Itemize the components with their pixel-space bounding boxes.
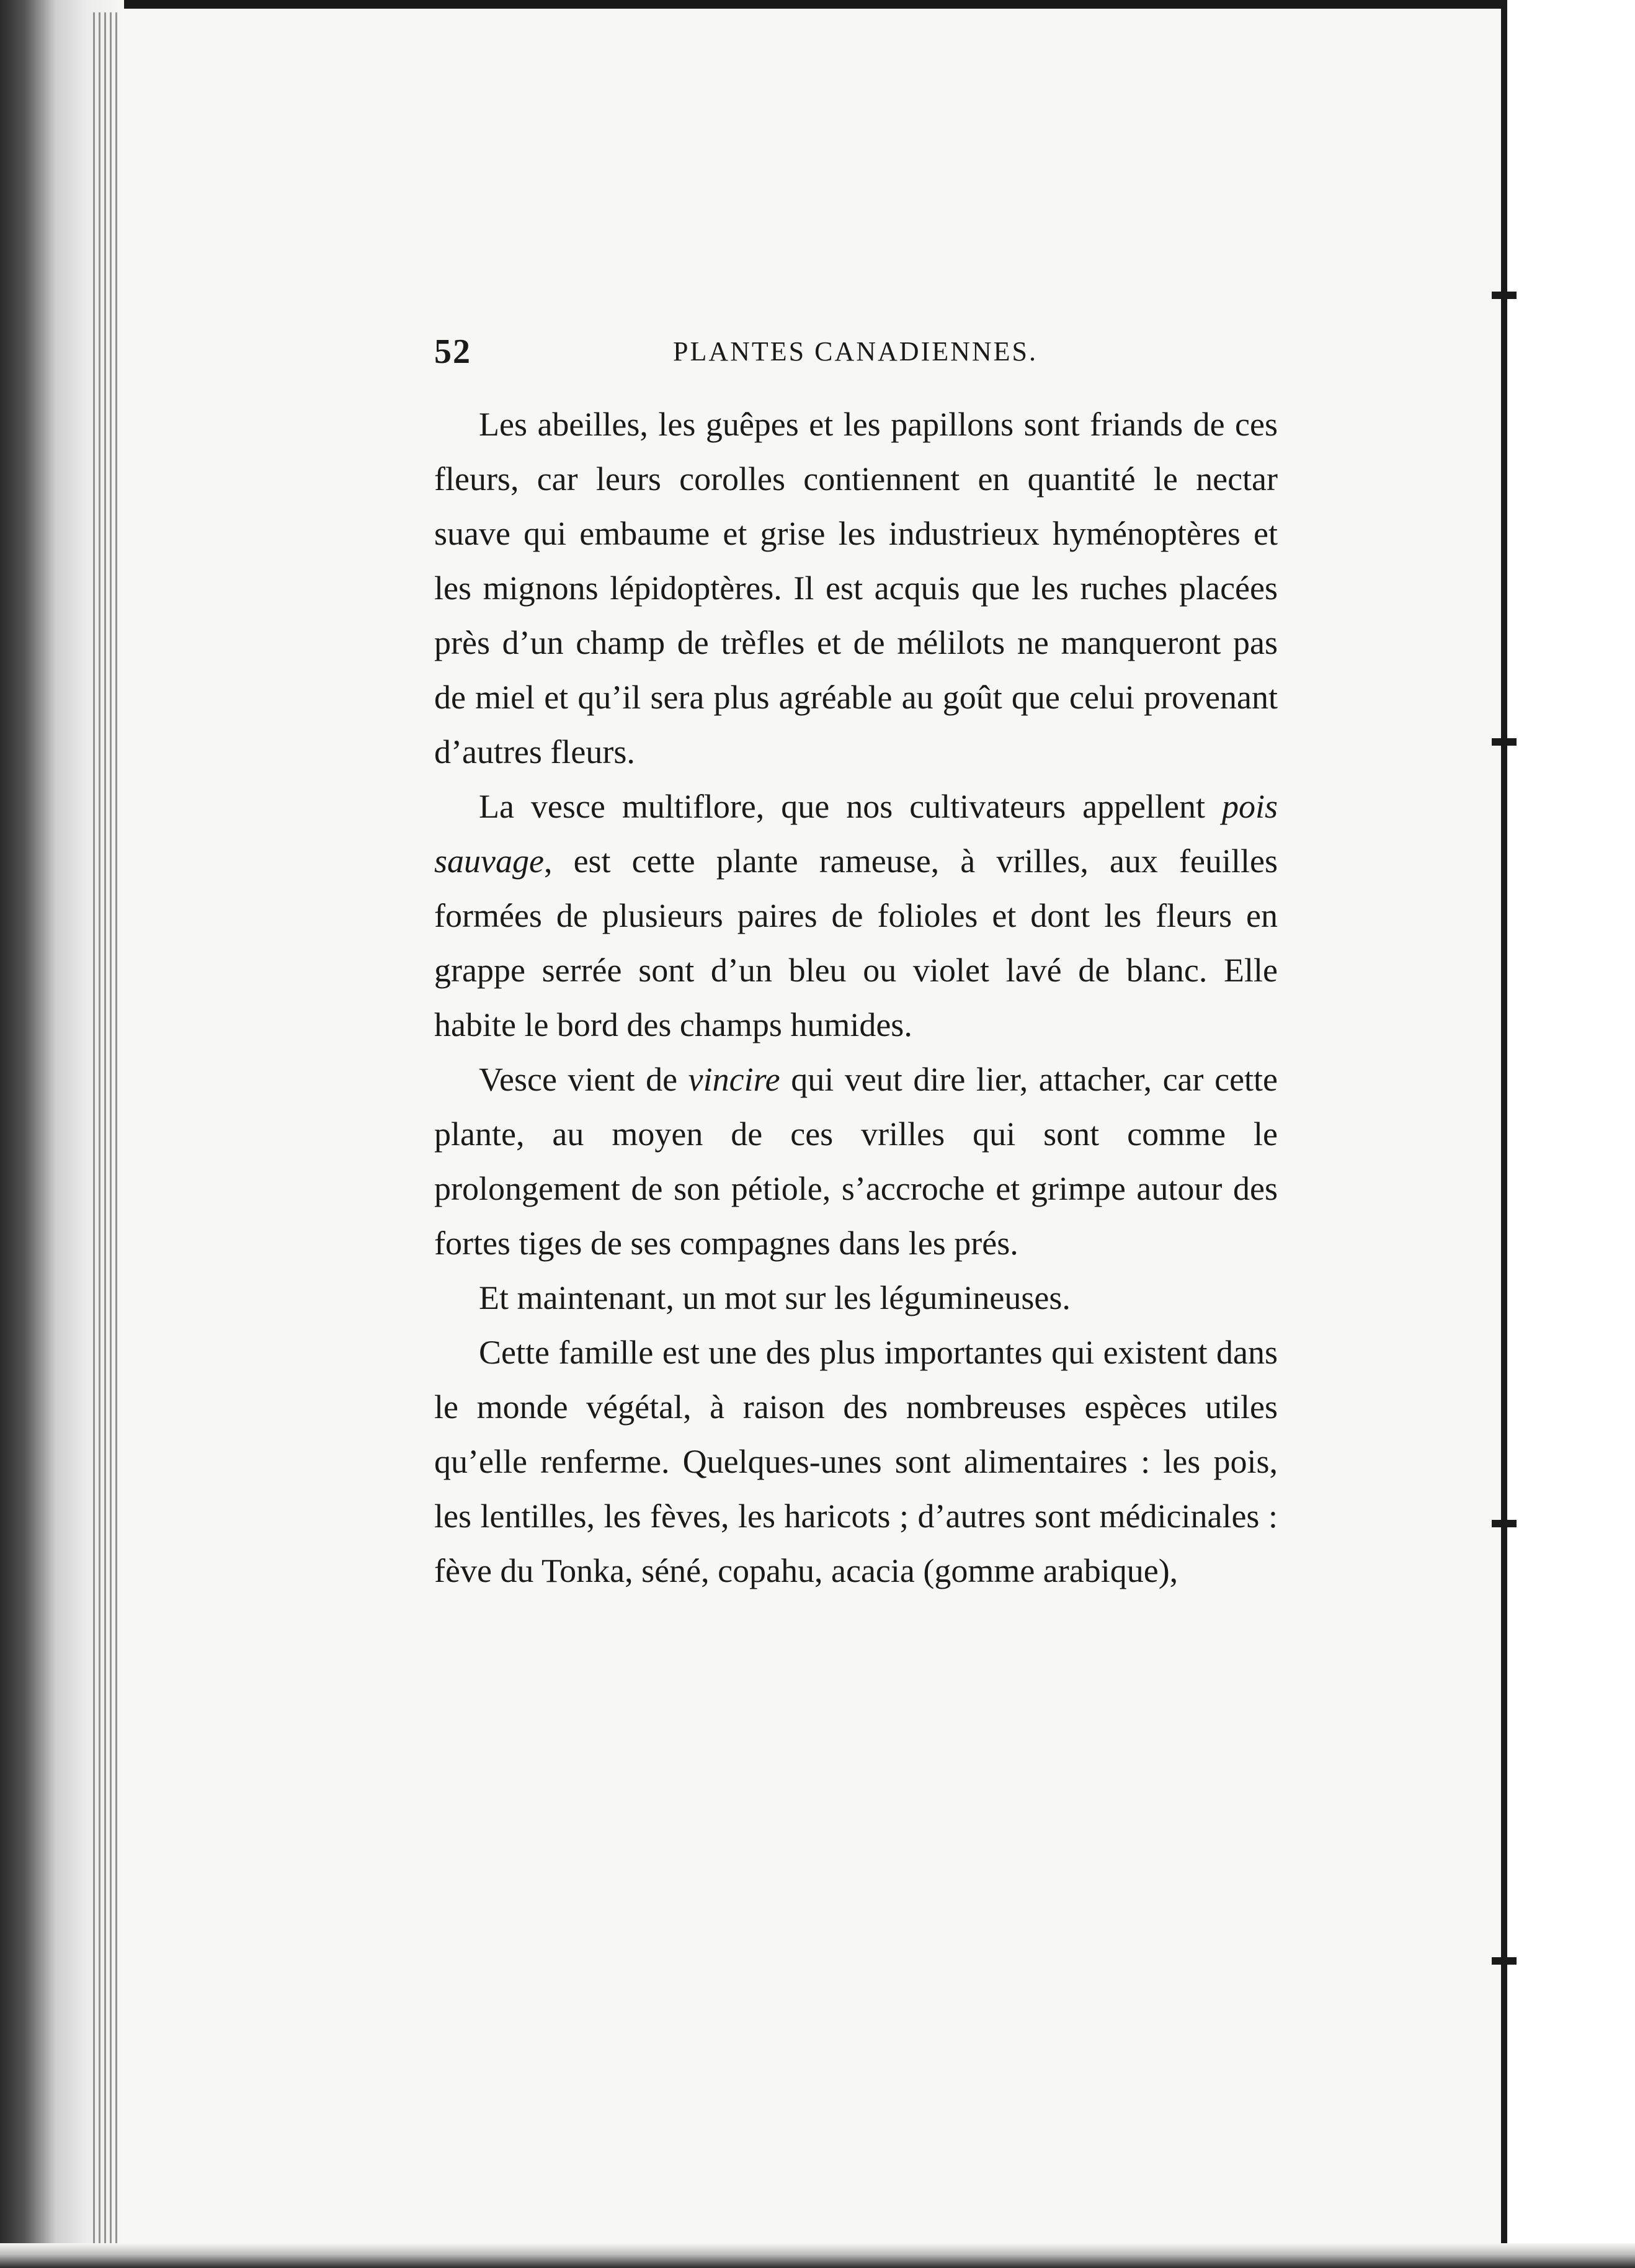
text-segment: Les abeilles, les guêpes et les papillons sont friands de ces fleurs, car leurs corolles contiennent en quantité le nectar suave qui embaume et grise les industrieux hyménoptères et les mignons lépidoptères. Il est acquis que les ruches placées près d’un champ de trèfles et de mélilots ne manqueront pas de miel et qu’il sera plus agréable au goût que celui provenant d’autres fleurs.: [434, 406, 1278, 770]
text-segment: Cette famille est une des plus importantes qui existent dans le monde végétal, à raison des nombreuses espèces utiles qu’elle renferme. Quelques-unes sont alimentaires : les pois, les lentilles, les fèves, les haricots ; d’autres sont médicinales : fève du Tonka, séné, copahu, acacia (gomme arabique),: [434, 1334, 1278, 1589]
scan-edge-mark: [1492, 292, 1517, 299]
text-segment: qui veut dire lier, attacher, car cette plante, au moyen de ces vrilles qui sont comme le prolongement de son pétiole, s’accroche et grimpe autour des fortes tiges de ses compagnes dans les prés.: [434, 1061, 1278, 1262]
page-edge-lines: [93, 12, 118, 2246]
scan-edge-mark: [1492, 738, 1517, 746]
paragraph: [434, 397, 1278, 779]
paragraph: [434, 1325, 1278, 1598]
page-header: [434, 332, 1303, 375]
body-text: [434, 397, 1278, 1598]
scan-edge-mark: [1492, 1957, 1517, 1965]
italic-text: vincire: [688, 1061, 780, 1098]
text-segment: La vesce multiflore, que nos cultivateurs appellent: [479, 788, 1222, 825]
page-number: 52: [434, 333, 471, 371]
paragraph: [434, 779, 1278, 1052]
scan-right-margin: [1507, 0, 1635, 2268]
scan-right-edge: [1501, 0, 1507, 2268]
text-segment: Et maintenant, un mot sur les légumineuses.: [479, 1279, 1071, 1316]
text-segment: Vesce vient de: [479, 1061, 688, 1098]
scan-top-edge: [0, 0, 1635, 9]
text-segment: , est cette plante rameuse, à vrilles, aux feuilles formées de plusieurs paires de folioles et dont les fleurs en grappe serrée sont d’un bleu ou violet lavé de blanc. Elle habite le bord des champs humides.: [434, 842, 1278, 1043]
paragraph: [434, 1052, 1278, 1270]
scan-bottom-edge: [0, 2243, 1635, 2268]
paragraph: [434, 1270, 1278, 1325]
running-title: PLANTES CANADIENNES.: [673, 336, 1038, 367]
scan-edge-mark: [1492, 1520, 1517, 1527]
italic-text: pois sauvage: [434, 788, 1278, 880]
